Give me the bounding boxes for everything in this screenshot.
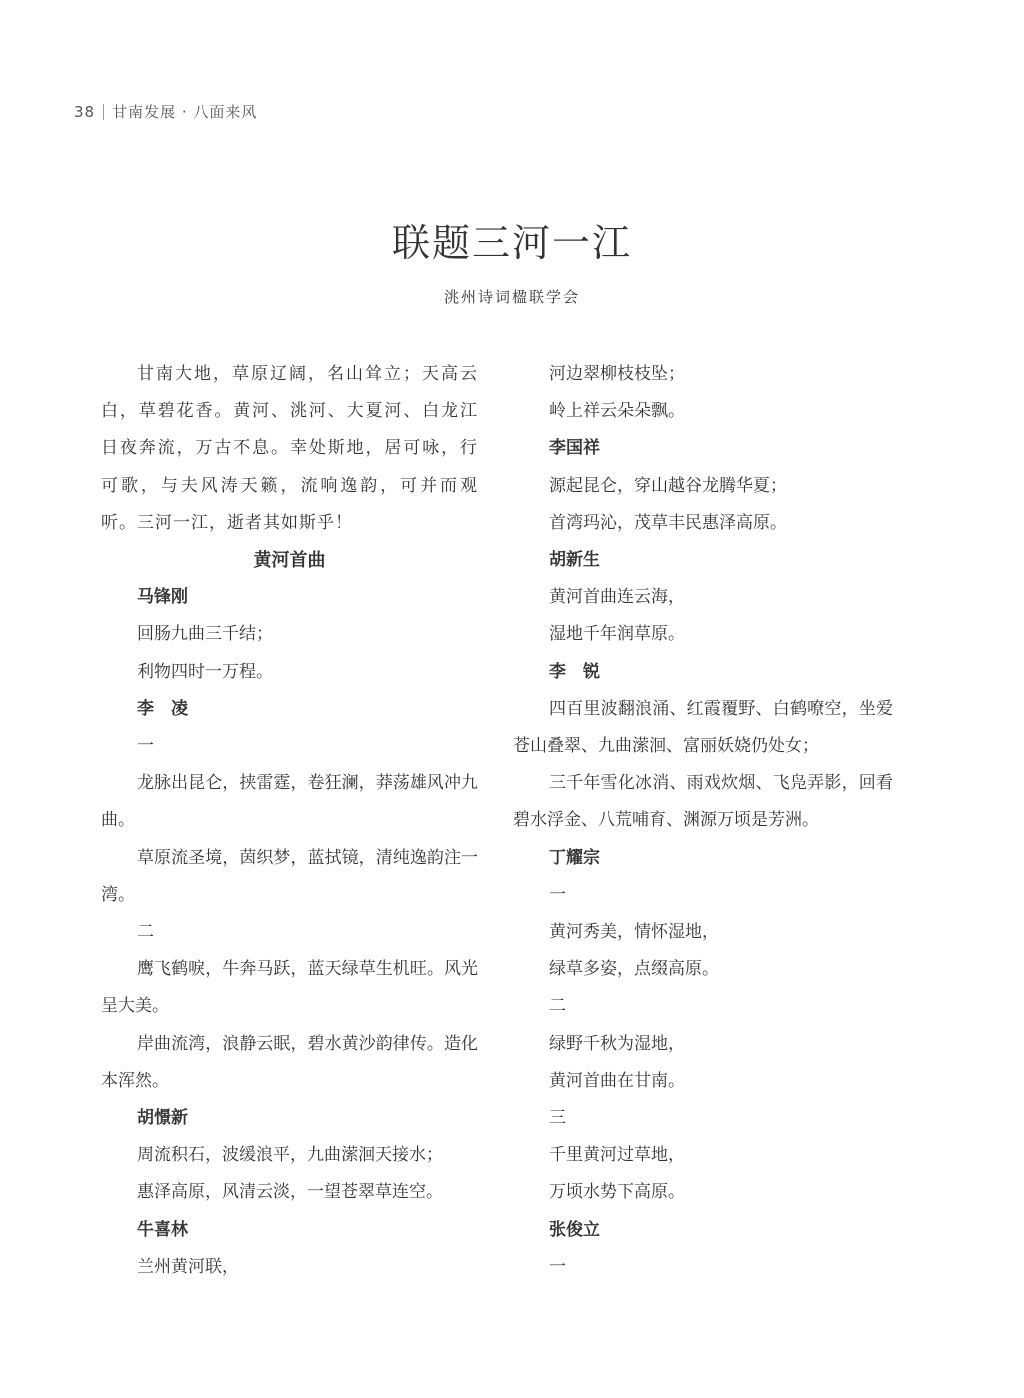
verse-line: 四百里波翻浪涌、红霞覆野、白鹤嘹空，坐爱苍山叠翠、九曲潆洄、富丽妖娆仍处女； <box>513 698 893 757</box>
section-heading: 黄河首曲 <box>253 550 326 572</box>
verse-line: 千里黄河过草地， <box>549 1145 685 1166</box>
article-title: 联题三河一江 <box>391 221 632 265</box>
verse-line: 万顷水势下高原。 <box>549 1182 685 1203</box>
verse-line: 黄河秀美，情怀湿地， <box>549 922 719 943</box>
right-column <box>513 356 893 1286</box>
verse-line: 三 <box>549 1108 566 1129</box>
verse-line: 源起昆仑，穿山越谷龙腾华夏； <box>549 475 787 496</box>
verse-line: 草原流圣境，茵织梦，蓝拭镜，清纯逸韵注一湾。 <box>101 847 478 905</box>
page-number: 38 <box>74 103 96 121</box>
verse-line: 黄河首曲在甘南。 <box>549 1070 685 1091</box>
verse-line: 兰州黄河联， <box>137 1256 239 1277</box>
verse-line: 岸曲流湾，浪静云眠，碧水黄沙韵律传。造化本浑然。 <box>101 1033 478 1091</box>
poet-name: 胡新生 <box>549 550 600 571</box>
running-header <box>74 101 257 122</box>
verse-line: 二 <box>137 922 154 943</box>
verse-line: 岭上祥云朵朵飘。 <box>549 401 685 422</box>
verse-line: 河边翠柳枝枝坠； <box>549 364 685 384</box>
header-divider <box>103 104 104 120</box>
poet-name: 马锋刚 <box>137 587 188 608</box>
verse-line: 一 <box>549 1256 566 1277</box>
poet-name: 张俊立 <box>549 1219 600 1240</box>
poet-name: 胡憬新 <box>137 1108 188 1129</box>
poet-name: 李 凌 <box>137 698 188 719</box>
verse-line: 利物四时一万程。 <box>137 661 273 682</box>
verse-line: 绿草多姿，点缀高原。 <box>549 959 719 980</box>
verse-line: 周流积石，波缓浪平，九曲潆洄天接水； <box>137 1145 443 1166</box>
verse-line: 黄河首曲连云海， <box>549 587 685 608</box>
verse-line: 三千年雪化冰消、雨戏炊烟、飞凫弄影，回看碧水浮金、八荒哺育、渊源万顷是芳洲。 <box>513 773 893 831</box>
left-column <box>101 356 478 1286</box>
left-column-items <box>101 579 478 1286</box>
article-author: 洮州诗词楹联学会 <box>443 288 580 306</box>
verse-line: 惠泽高原，风清云淡，一望苍翠草连空。 <box>137 1182 443 1203</box>
section-name: 甘南发展 · 八面来风 <box>112 103 258 121</box>
verse-line: 龙脉出昆仑，挟雷霆，卷狂澜，莽荡雄风冲九曲。 <box>101 773 478 831</box>
poet-name: 李国祥 <box>549 438 600 459</box>
poet-name: 李 锐 <box>549 661 600 682</box>
right-column-items <box>513 356 893 1286</box>
verse-line: 湿地千年润草原。 <box>549 624 685 645</box>
verse-line: 一 <box>137 736 154 757</box>
poet-name: 丁耀宗 <box>549 847 600 868</box>
verse-line: 一 <box>549 884 566 905</box>
verse-line: 二 <box>549 996 566 1017</box>
verse-line: 绿野千秋为湿地， <box>549 1033 685 1054</box>
verse-line: 首湾玛沁，茂草丰民惠泽高原。 <box>549 512 787 533</box>
poet-name: 牛喜林 <box>137 1219 188 1240</box>
intro-paragraph: 甘南大地，草原辽阔，名山耸立；天高云白，草碧花香。黄河、洮河、大夏河、白龙江日夜奔流，万古不息。幸处斯地，居可咏，行可歌，与夫风涛天籁，流响逸韵，可并而观听。三河一江，逝者其如斯乎！ <box>101 364 478 533</box>
verse-line: 鹰飞鹤唳，牛奔马跃，蓝天绿草生机旺。风光呈大美。 <box>101 959 478 1017</box>
verse-line: 回肠九曲三千结； <box>137 624 273 645</box>
